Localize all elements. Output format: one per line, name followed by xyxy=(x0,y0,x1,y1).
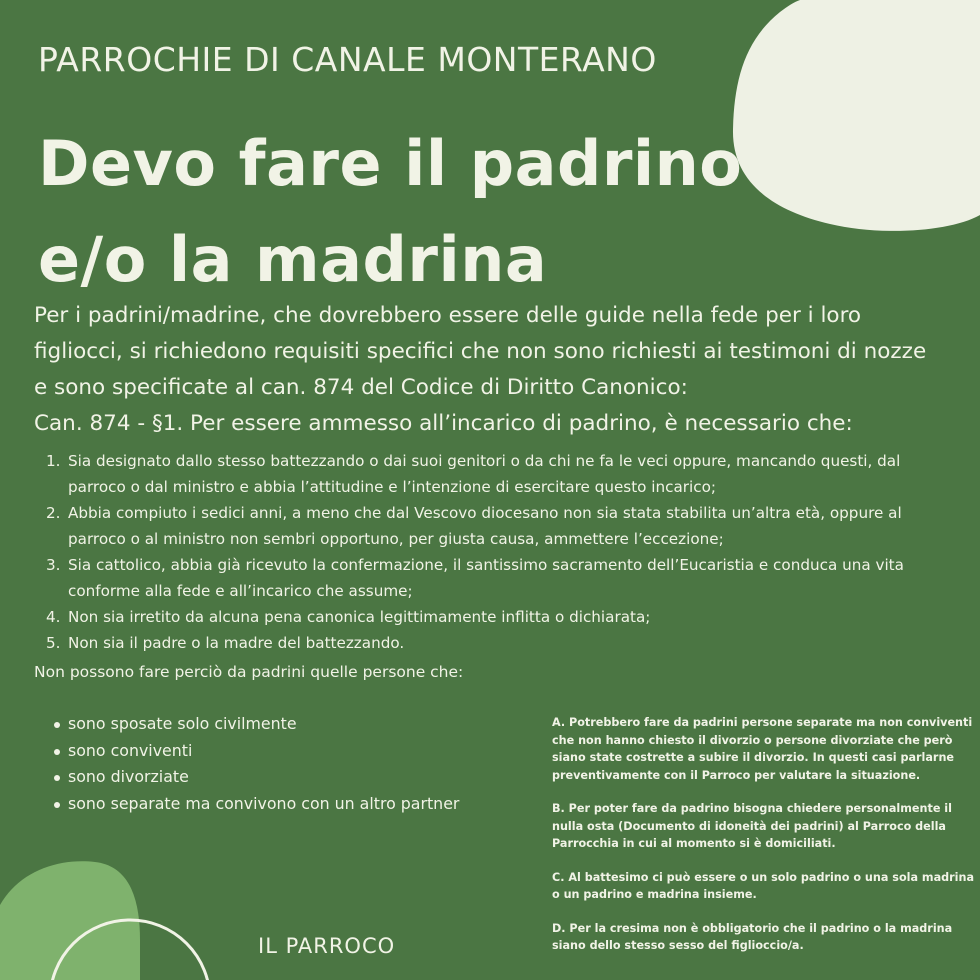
requirement-item xyxy=(46,630,926,656)
light-blob-shape xyxy=(733,0,980,231)
requirement-item xyxy=(46,552,926,604)
notes-section xyxy=(552,714,976,971)
signature: IL PARROCO xyxy=(258,934,396,958)
note-b: B. Per poter fare da padrino bisogna chiedere personalmente il nulla osta (Documento di idoneità dei padrini) al Parroco della Parrocchia in cui al momento si è domiciliati. xyxy=(552,802,952,850)
note-d: D. Per la cresima non è obbligatorio che il padrino o la madrina siano dello stesso sesso del figlioccio/a. xyxy=(552,921,953,952)
requirement-text: Non sia il padre o la madre del battezzando. xyxy=(68,634,405,652)
intro-paragraph: Per i padrini/madrine, che dovrebbero essere delle guide nella fede per i loro figliocci, si richiedono requisiti specifici che non sono richiesti ai testimoni di nozze e sono specificate al can. 874 del Codice di Diritto Canonico: xyxy=(34,303,927,400)
note-c: C. Al battesimo ci può essere o un solo padrino o una sola madrina o un padrino e madrina insieme. xyxy=(552,870,975,901)
exclusion-item: sono separate ma convivono con un altro partner xyxy=(54,791,459,818)
requirement-item xyxy=(46,604,926,630)
requirement-text: Non sia irretito da alcuna pena canonica legittimamente inflitta o dichiarata; xyxy=(68,608,651,626)
requirement-text: Sia cattolico, abbia già ricevuto la confermazione, il santissimo sacramento dell’Eucaristia e conduca una vita conforme alla fede e all’incarico che assume; xyxy=(68,556,904,600)
exclusion-item: sono conviventi xyxy=(54,738,459,765)
requirement-text: Sia designato dallo stesso battezzando o dai suoi genitori o da chi ne fa le veci oppure, mancando questi, dal parroco o dal ministro e abbia l’attitudine e l’intenzione di esercitare questo incarico; xyxy=(68,452,901,496)
exclusions-intro: Non possono fare perciò da padrini quelle persone che: xyxy=(34,663,464,681)
requirement-number: 5. xyxy=(46,634,61,652)
requirements-list xyxy=(46,448,926,656)
requirement-text: Abbia compiuto i sedici anni, a meno che dal Vescovo diocesano non sia stata stabilita un’altra età, oppure al parroco o al ministro non sembri opportuno, per giusta causa, ammettere l’eccezione; xyxy=(68,504,902,548)
requirement-number: 3. xyxy=(46,556,61,574)
exclusion-item: sono sposate solo civilmente xyxy=(54,711,459,738)
canon-paragraph: Can. 874 - §1. Per essere ammesso all’incarico di padrino, è necessario che: xyxy=(34,411,853,436)
requirement-number: 2. xyxy=(46,504,61,522)
title-line-2: e/o la madrina xyxy=(38,223,548,296)
exclusions-list xyxy=(54,711,459,817)
requirement-item xyxy=(46,448,926,500)
note-a: A. Potrebbero fare da padrini persone separate ma non conviventi che non hanno chiesto il divorzio o persone divorziate che però siano state costrette a subire il divorzio. In questi casi parlarne preventivamente con il Parroco per valutare la situazione. xyxy=(552,716,973,782)
title-line-1: Devo fare il padrino xyxy=(38,127,743,200)
exclusion-item: sono divorziate xyxy=(54,764,459,791)
parish-name: PARROCHIE DI CANALE MONTERANO xyxy=(38,40,657,79)
page-title xyxy=(38,116,742,308)
requirement-number: 1. xyxy=(46,452,61,470)
intro-text xyxy=(34,298,934,442)
requirement-item xyxy=(46,500,926,552)
requirement-number: 4. xyxy=(46,608,61,626)
